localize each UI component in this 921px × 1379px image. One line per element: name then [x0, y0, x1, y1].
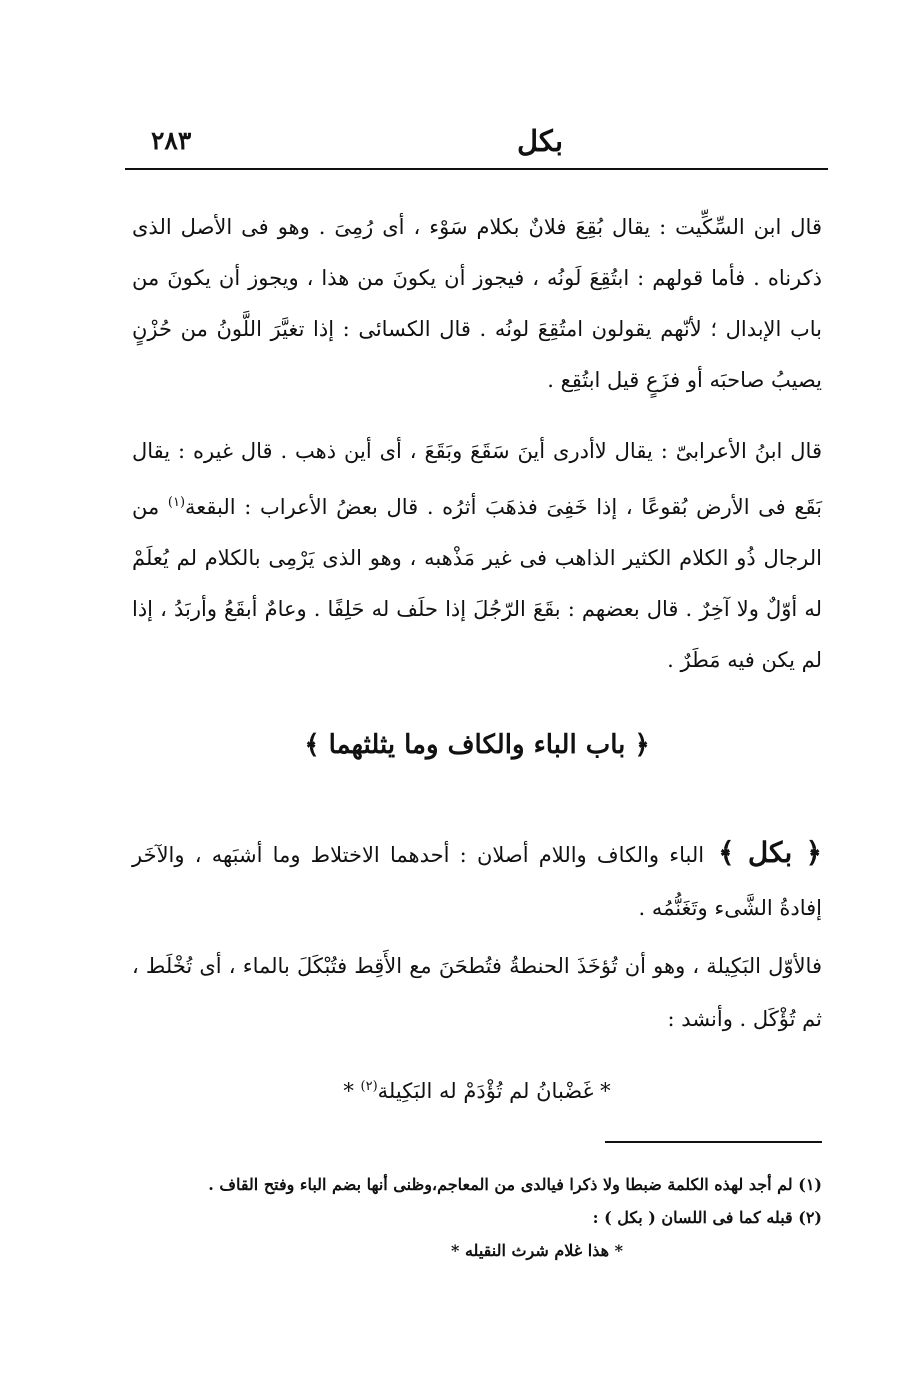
footnote-2-verse: * هذا غلام شرث النقيله * — [451, 1241, 623, 1260]
paragraph-2 — [132, 426, 822, 686]
verse-end: * — [343, 1079, 361, 1103]
verse-line — [132, 1062, 822, 1116]
entry-text: الباء والكاف واللام أصلان : أحدهما الاختلاط وما أشبَهه ، والآخَر إفادةُ الشَّىء وتَغَنُّمُه . — [132, 843, 822, 920]
page-header — [125, 118, 828, 170]
page-number: ٢٨٣ — [151, 126, 192, 155]
footnote-marker-2: (٢) — [360, 1079, 378, 1094]
footnote-2: (٢) قبله كما فى اللسان ( بكل ) : — [592, 1208, 822, 1227]
paragraph-1: قال ابن السِّكِّيت : يقال بُقِعَ فلانٌ بكلام سَوْء ، أى رُمِىَ . وهو فى الأصل الذى ذكرناه . فأما قولهم : ابتُقِعَ لَونُه ، فيجوز أن يكونَ من هذا ، ويجوز أن يكونَ من باب الإبدال ؛ لأنّهم يقولون امتُقِعَ لونُه . قال الكسائى : إذا تغيَّرَ اللَّونُ من حُزْنٍ يصيبُ صاحبَه أو فزَعٍ قيل ابتُقِع . — [132, 215, 822, 392]
footnotes — [132, 1168, 822, 1267]
footnote-rule — [605, 1141, 822, 1143]
header-rule — [125, 168, 828, 170]
paragraph-2-start: قال ابنُ الأعرابىّ : يقال لاأدرى أينَ سَقَعَ وبَقَعَ ، أى أين ذهب . قال غيره : يقال بَقَع فى الأرض بُقوعًا ، إذا خَفِىَ فذهَبَ أثرُه . قال بعضُ الأعراب : البقعة — [132, 439, 822, 519]
section-heading: ﴿ باب الباء والكاف وما يثلثهما ﴾ — [304, 730, 650, 760]
entry-paragraph — [132, 826, 822, 935]
footnote-1: (١) لم أجد لهذه الكلمة ضبطا ولا ذكرا فيالدى من المعاجم،وظنى أنها بضم الباء وفتح القاف . — [208, 1175, 822, 1194]
paragraph-4: فالأوّل البَكِيلة ، وهو أن تُؤخَذَ الحنطةُ فتُطحَنَ مع الأَقِط فتُبْكَلَ بالماء ، أى تُخْلَط ، ثم تُؤْكَل . وأنشد : — [132, 954, 822, 1031]
verse-text: * غَضْبانُ لم تُؤْدَمْ له البَكِيلة — [377, 1079, 611, 1103]
running-title: بكل — [516, 124, 564, 158]
paragraph-2-rest: من الرجال ذُو الكلام الكثير الذاهب فى غير مَذْهبه ، وهو الذى يَرْمِى بالكلام لم يُعلَمْ له أوّلٌ ولا آخِرٌ . قال بعضهم : بقَعَ الرّجُلَ إذا حلَف له حَلِفًا . وعامٌ أبقَعُ وأربَدُ ، إذا لم يكن فيه مَطَرٌ . — [132, 495, 822, 672]
footnote-marker-1: (١) — [167, 495, 186, 510]
entry-headword: ﴿ بكل ﴾ — [718, 836, 822, 869]
